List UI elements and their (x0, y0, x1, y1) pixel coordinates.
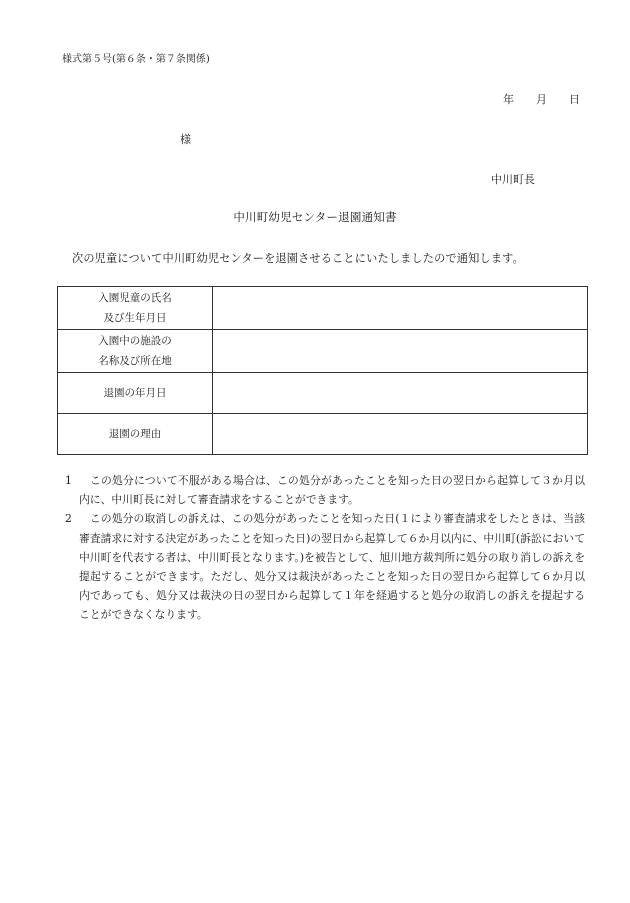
document-title: 中川町幼児センター退園通知書 (233, 210, 397, 224)
row-label-line: 及び生年月日 (103, 312, 167, 324)
date-year-label: 年 (503, 93, 514, 106)
note-number: 1 (65, 474, 72, 487)
intro-text: 次の児童について中川町幼児センターを退園させることにいたしましたので通知します。 (72, 252, 524, 265)
issuer-name: 中川町長 (491, 173, 535, 186)
recipient-suffix: 様 (180, 133, 191, 146)
form-number: 様式第５号(第６条・第７条関係) (62, 54, 210, 65)
date-day-label: 日 (569, 93, 580, 106)
note-number: 2 (65, 512, 72, 526)
date-month-label: 月 (536, 93, 547, 106)
row-value-field[interactable] (213, 330, 588, 373)
row-label-line: 入園児童の氏名 (98, 292, 172, 304)
date-line (503, 91, 580, 107)
row-label-line: 入園中の施設の (98, 335, 172, 347)
row-label-line: 名称及び所在地 (98, 355, 172, 367)
row-label-line: 退園の年月日 (103, 387, 167, 399)
row-label (58, 287, 213, 330)
row-label (58, 373, 213, 414)
row-value-field[interactable] (213, 414, 588, 455)
table-row (58, 373, 588, 414)
notes-section (65, 471, 585, 625)
note-item (65, 509, 585, 624)
note-item (65, 471, 585, 509)
info-table (57, 286, 588, 455)
row-label (58, 330, 213, 373)
row-label (58, 414, 213, 455)
row-label-line: 退園の理由 (108, 428, 162, 440)
row-value-field[interactable] (213, 373, 588, 414)
row-value-field[interactable] (213, 287, 588, 330)
note-text: この処分について不服がある場合は、この処分があったことを知った日の翌日から起算して３か月以内に、中川町長に対して審査請求をすることができます。 (79, 474, 585, 507)
table-row (58, 330, 588, 373)
table-row (58, 287, 588, 330)
table-row (58, 414, 588, 455)
note-text: この処分の取消しの訴えは、この処分があったことを知った日(１により審査請求をしたときは、当該審査請求に対する決定があったことを知った日)の翌日から起算して６か月以内に、中川町(訴訟において中川町を代表する者は、中川町長となります。)を被告として、旭川地方裁判所に処分の取り消しの訴えを提起することができます。ただし、処分又は裁決があったことを知った日の翌日から起算して６か月以内であっても、処分又は裁決の日の翌日から起算して１年を経過すると処分の取消しの訴えを提起することができなくなります。 (79, 512, 585, 622)
